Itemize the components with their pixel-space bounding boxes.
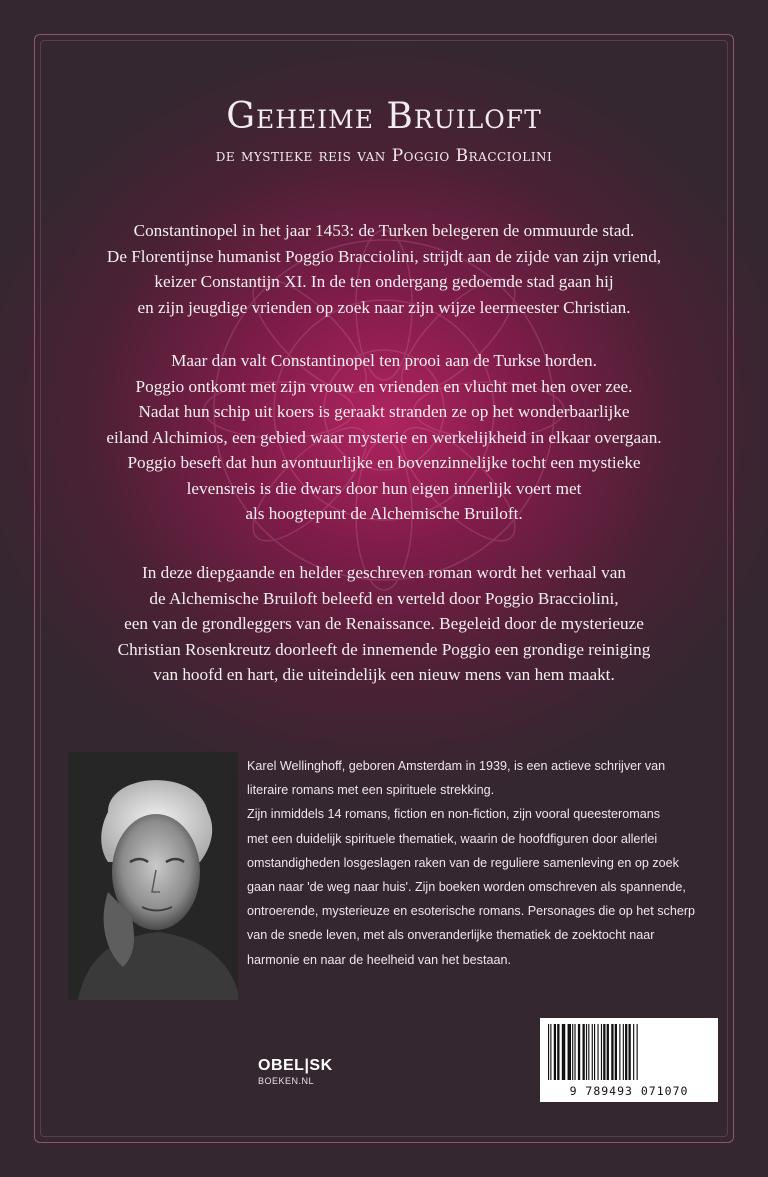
barcode-bar bbox=[597, 1024, 598, 1080]
blurb-line: een van de grondleggers van de Renaissance. Begeleid door de mysterieuze bbox=[124, 614, 644, 633]
barcode-bar bbox=[633, 1024, 634, 1080]
bio-line: ontroerende, mysterieuze en esoterische romans. Personages die op het scherp bbox=[247, 904, 696, 919]
barcode-bar bbox=[572, 1024, 573, 1080]
blurb-line: In deze diepgaande en helder geschreven roman wordt het verhaal van bbox=[142, 563, 626, 582]
blurb-line: en zijn jeugdige vrienden op zoek naar zijn wijze leermeester Christian. bbox=[137, 297, 631, 317]
portrait-illustration bbox=[68, 752, 238, 1000]
barcode-bar bbox=[583, 1024, 585, 1080]
publisher-logo-main: OBEL|SK bbox=[258, 1057, 333, 1074]
author-bio bbox=[247, 754, 717, 972]
bio-line: literaire romans met een spirituele strekking. bbox=[247, 783, 495, 798]
blurb-line: de Alchemische Bruiloft beleefd en verteld door Poggio Bracciolini, bbox=[149, 588, 619, 608]
barcode-bar bbox=[601, 1024, 602, 1080]
barcode-bar bbox=[586, 1024, 587, 1080]
barcode-bar bbox=[607, 1024, 609, 1080]
barcode-bar bbox=[625, 1024, 627, 1080]
barcode-bar bbox=[562, 1024, 565, 1080]
barcode-bar bbox=[574, 1024, 575, 1080]
blurb-paragraph-2 bbox=[70, 348, 698, 527]
barcode-bar bbox=[592, 1024, 593, 1080]
barcode-bar bbox=[594, 1024, 595, 1080]
barcode-bar bbox=[615, 1024, 617, 1080]
barcode-bar bbox=[619, 1024, 620, 1080]
blurb-line: Maar dan valt Constantinopel ten prooi aan de Turkse horden. bbox=[171, 351, 597, 370]
barcode-bar bbox=[578, 1024, 580, 1080]
barcode-bar bbox=[548, 1024, 549, 1080]
blurb-line: levensreis is die dwars door hun eigen innerlijk voert met bbox=[186, 478, 582, 498]
blurb-line: De Florentijnse humanist Poggio Bracciolini, strijdt aan de zijde van zijn vriend, bbox=[106, 246, 662, 266]
bio-line: met een duidelijk spirituele thematiek, waarin de hoofdfiguren door allerlei bbox=[247, 831, 658, 846]
barcode-bar bbox=[629, 1024, 631, 1080]
barcode-bar bbox=[603, 1024, 605, 1080]
bio-line: van de snede leven, met als onveranderlijke thematiek de zoektocht naar bbox=[247, 928, 655, 943]
barcode-bar bbox=[623, 1024, 624, 1080]
barcode-bar bbox=[557, 1024, 559, 1080]
bio-line: omstandigheden losgeslagen raken van de reguliere samenleving en op zoek bbox=[247, 855, 679, 870]
blurb-paragraph-1 bbox=[70, 218, 698, 320]
bio-line: Zijn inmiddels 14 romans, fiction en non-fiction, zijn vooral queesteromans bbox=[247, 807, 660, 822]
blurb-line: Poggio ontkomt met zijn vrouw en vrienden en vlucht met hen over zee. bbox=[135, 376, 633, 396]
author-portrait-photo bbox=[68, 752, 238, 1000]
bio-line: gaan naar 'de weg naar huis'. Zijn boeken worden omschreven als spannende, bbox=[247, 880, 686, 895]
barcode-bar bbox=[611, 1024, 613, 1080]
barcode-bar bbox=[550, 1024, 551, 1080]
bio-line: harmonie en naar de heelheid van het bestaan. bbox=[247, 952, 511, 967]
blurb-line: Nadat hun schip uit koers is geraakt stranden ze op het wonderbaarlijke bbox=[138, 402, 630, 421]
barcode-bar bbox=[588, 1024, 589, 1080]
blurb-line: eiland Alchimios, een gebied waar mysterie en werkelijkheid in elkaar overgaan. bbox=[106, 427, 662, 447]
blurb-line: van hoofd en hart, die uiteindelijk een nieuw mens van hem maakt. bbox=[153, 665, 615, 684]
blurb-line: Constantinopel in het jaar 1453: de Turken belegeren de ommuurde stad. bbox=[133, 221, 635, 240]
blurb-line: Christian Rosenkreutz doorleeft de innemende Poggio een grondige reiniging bbox=[117, 639, 651, 659]
blurb-paragraph-3 bbox=[70, 560, 698, 688]
blurb-line: keizer Constantijn XI. In de ten ondergang gedoemde stad gaan hij bbox=[154, 272, 614, 291]
blurb-line: als hoogtepunt de Alchemische Bruiloft. bbox=[245, 504, 523, 523]
barcode-bar bbox=[554, 1024, 556, 1080]
isbn-number: 9 789493 071070 bbox=[569, 1084, 689, 1098]
barcode-bar bbox=[637, 1024, 638, 1080]
blurb-line: Poggio beseft dat hun avontuurlijke en bovenzinnelijke tocht een mystieke bbox=[127, 453, 641, 472]
barcode-bars bbox=[546, 1024, 712, 1082]
book-title: Geheime Bruiloft bbox=[226, 96, 542, 137]
publisher-logo bbox=[258, 1057, 348, 1097]
publisher-logo-sub: BOEKEN.NL bbox=[258, 1076, 315, 1086]
bio-line: Karel Wellinghoff, geboren Amsterdam in 1939, is een actieve schrijver van bbox=[247, 759, 666, 773]
barcode-bar bbox=[568, 1024, 571, 1080]
book-subtitle: de mystieke reis van Poggio Bracciolini bbox=[215, 146, 553, 166]
isbn-barcode bbox=[540, 1018, 718, 1102]
